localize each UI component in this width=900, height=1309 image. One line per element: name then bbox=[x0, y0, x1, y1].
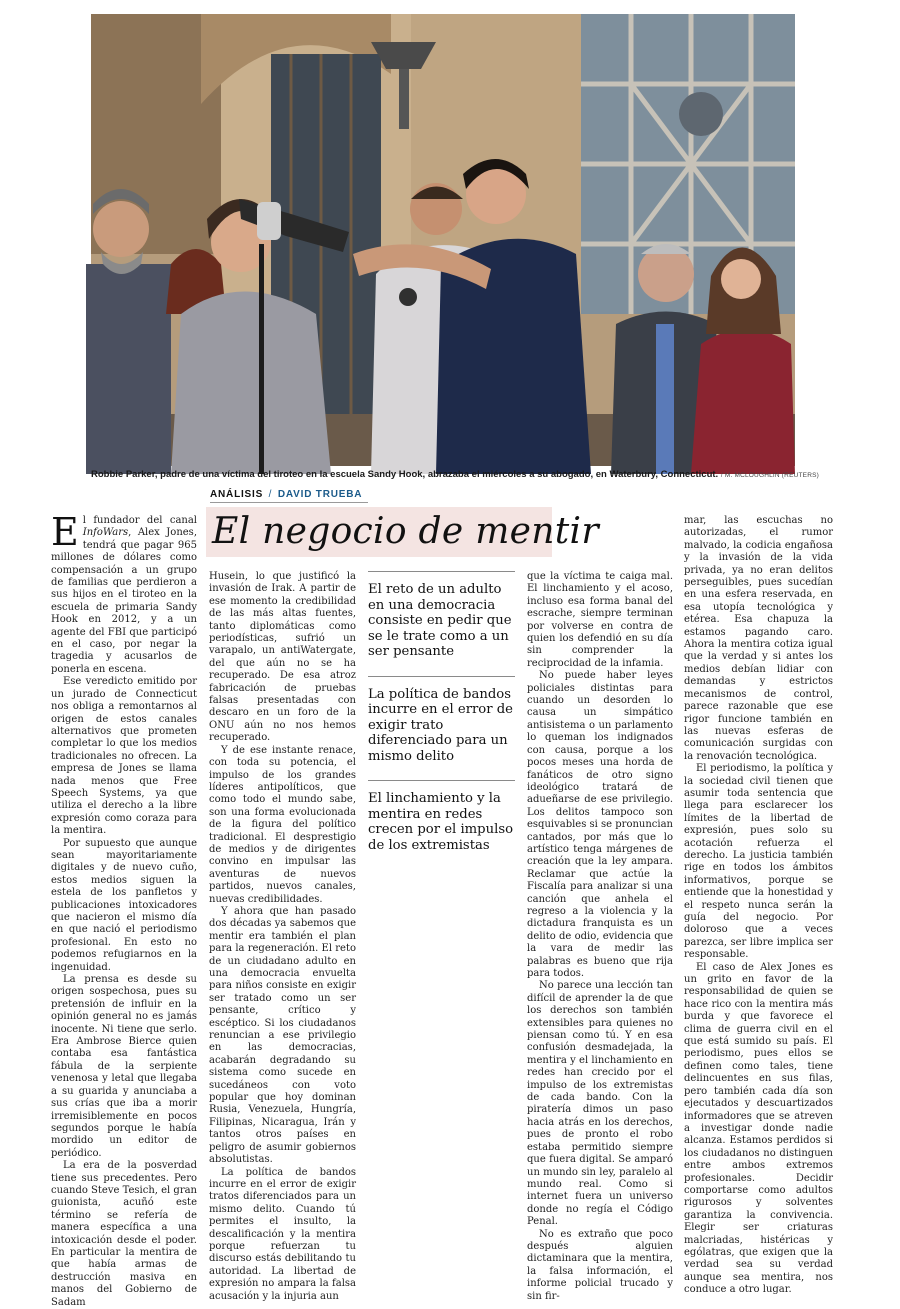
paragraph: El caso de Alex Jones es un grito en favor de la responsabilidad de quien se hace rico con la mentira más burda y que favorece el clima de guerra civil en el que está sumido su país. El periodismo, pues ellos se definen como tales, tiene delincuentes en sus filas, pero también cada día son ejecutados y descuartizados informadores que se atreven a investigar donde nadie alcanza. Estamos perdidos si los ciudadanos no distinguen entre ambos extremos profesionales. Decidir comportarse como adultos rigurosos y solventes garantiza la convivencia. Elegir ser criaturas malcriadas, histéricas y ególatras, que exigen que la verdad sea su verdad aunque sea mentira, nos conduce a otro lugar. bbox=[684, 961, 833, 1296]
photo-illustration bbox=[91, 14, 795, 466]
paragraph-text: l fundador del canal bbox=[82, 515, 197, 526]
paragraph: La prensa es desde su origen sospechosa, pues su pretensión de influir en la opinión general no es jamás inocente. Ni tiene que serlo. Era Ambrose Bierce quien contaba esa fantástica fábula de la serpiente venenosa y letal que llegaba a su guarida y anunciaba a sus crías que iba a morir irremisiblemente en pocos segundos porque le había mordido un editor de periódico. bbox=[51, 974, 197, 1159]
paragraph: Ese veredicto emitido por un jurado de Connecticut nos obliga a remontarnos al origen de estos canales alternativos que prometen completar lo que los medios tradicionales no ofrecen. La empresa de Jones se llama nada menos que Free Speech Systems, ya que utiliza el derecho a la libre expresión como coraza para la mentira. bbox=[51, 676, 197, 837]
paragraph: Husein, lo que justificó la invasión de Irak. A partir de ese momento la credibilidad de las más altas fuentes, tanto diplomáticas como periodísticas, sufrió un varapalo, un antiWatergate, del que aún no se ha recuperado. De esa atroz fabricación de pruebas falsas presentadas con descaro en un foro de la ONU aún no nos hemos recuperado. bbox=[209, 571, 356, 744]
pull-quote: La política de bandos incurre en el error de exigir trato diferenciado para un mismo delito bbox=[368, 676, 515, 765]
paragraph: No es extraño que poco después alguien dictaminara que la mentira, la falsa información, el informe policial trucado y sin fir- bbox=[527, 1228, 673, 1302]
paragraph: La era de la posverdad tiene sus precedentes. Pero cuando Steve Tesich, el gran guionista, acuñó este término se refería de manera específica a una intoxicación desde el poder. En particular la mentira de que había armas de destrucción masiva en manos del Gobierno de Sadam bbox=[51, 1160, 197, 1308]
paragraph: que la víctima te caiga mal. El linchamiento y el acoso, incluso esa forma banal del escrache, siempre terminan por volverse en contra de quien los defendió en su día sin comprender la reciprocidad de la infamia. bbox=[527, 571, 673, 669]
paragraph: Por supuesto que aunque sean mayoritariamente digitales y de nuevo cuño, estos medios siguen la estela de los panfletos y publicaciones intoxicadores que nacieron el mismo día en que nació el periodismo profesional. En esto no podemos refugiarnos en la ingenuidad. bbox=[51, 837, 197, 973]
article-column-2 bbox=[209, 571, 356, 1302]
pull-quote: El reto de un adulto en una democracia consiste en pedir que se le trate como a un ser pensante bbox=[368, 571, 515, 660]
paragraph: mar, las escuchas no autorizadas, el rumor malvado, la codicia engañosa y la invasión de la vida privada, ya no eran delitos perseguibles, pues sucedían en una esfera reservada, en esa utopía tecnológica y etérea. Esa chapuza la estamos pagando caro. Ahora la mentira cotiza igual que la verdad y si antes los medios debían lidiar con demandas y estrictos mecanismos de control, parece razonable que ese rigor funcione también en las nuevas esferas de comunicación surgidas con la renovación tecnológica. bbox=[684, 515, 833, 762]
paragraph bbox=[51, 510, 197, 676]
outlet-name: InfoWars bbox=[82, 527, 129, 539]
paragraph: No parece una lección tan difícil de aprender la de que los derechos son también extensibles para quienes no piensan como tú. Y en esa confusión desmadejada, la mentira y el linchamiento en redes han crecido por el impulso de los extremistas de cada bando. Con la piratería dimos un paso hacia atrás en los derechos, pues de pronto el robo estaba permitido siempre que fuera digital. Se amparó un mundo sin ley, paralelo al mundo real. Como si internet fuera un universo donde no regía el Código Penal. bbox=[527, 980, 673, 1228]
article-column-4 bbox=[527, 571, 673, 1302]
section-label: ANÁLISIS bbox=[210, 489, 264, 500]
photo-caption bbox=[91, 469, 819, 482]
author-byline: DAVID TRUEBA bbox=[277, 489, 363, 500]
kicker-separator: / bbox=[268, 489, 273, 500]
kicker bbox=[210, 489, 362, 503]
pull-quotes bbox=[368, 571, 515, 869]
paragraph: No puede haber leyes policiales distintas para cuando un desorden lo causa un simpático antisistema o un parlamento lo queman los indignados con causa, porque a los pocos meses una horda de fanáticos de otro signo ideológico tratará de adueñarse de ese privilegio. Los delitos tampoco son esquivables si se pronuncian cantados, por más que lo artístico tenga márgenes de creación que la ley ampara. Reclamar que actúe la Fiscalía para analizar si una canción que anhela el regreso a la violencia y la dictadura franquista es un delito de odio, evidencia que la vara de medir las palabras es bueno que rija para todos. bbox=[527, 670, 673, 979]
kicker-rule bbox=[210, 502, 368, 503]
pull-quote: El linchamiento y la mentira en redes crecen por el impulso de los extremistas bbox=[368, 780, 515, 853]
drop-cap: E bbox=[51, 510, 79, 554]
paragraph-text: , Alex Jones, tendrá que pagar 965 millones de dólares como compensación a un grupo de familias que perdieron a sus hijos en el tiroteo en la escuela de primaria Sandy Hook en 2012, y a un agente del FBI que participó en el caso, por negar la tragedia y acusarlos de ponerla en escena. bbox=[51, 527, 197, 675]
paragraph: La política de bandos incurre en el error de exigir tratos diferenciados para un mismo delito. Cuando tú permites el insulto, la descalificación y la mentira porque refuerzan tu discurso estás debilitando tu autoridad. La libertad de expresión no ampara la falsa acusación y la injuria aun bbox=[209, 1166, 356, 1302]
paragraph: Y de ese instante renace, con toda su potencia, el impulso de los grandes líderes antipolíticos, que como todo el mundo sabe, son una forma evolucionada de la figura del político tradicional. El desprestigio de medios y de dirigentes convino en impulsar las aventuras de nuevos partidos, nuevos canales, nuevas credibilidades. bbox=[209, 744, 356, 905]
headline: El negocio de mentir bbox=[206, 507, 552, 557]
paragraph: El periodismo, la política y la sociedad civil tienen que asumir toda sentencia que llega para esclarecer los límites de la libertad de expresión, pues solo su acotación refuerza el derecho. La justicia también rige en todos los ámbitos informativos, porque se entiende que la honestidad y el respeto nunca serán la guía del negocio. Por doloroso que a veces parezca, ser libre implica ser responsable. bbox=[684, 763, 833, 961]
photo-credit: / M. MCLOUGHLIN (REUTERS) bbox=[720, 472, 819, 479]
caption-text: Robbie Parker, padre de una víctima del tiroteo en la escuela Sandy Hook, abrazaba el miércoles a su abogado, en Waterbury, Connecticut. bbox=[91, 469, 719, 480]
article-column-5 bbox=[684, 515, 833, 1296]
article-column-1 bbox=[51, 510, 197, 1308]
paragraph: Y ahora que han pasado dos décadas ya sabemos que mentir era también el plan para la regeneración. El reto de un ciudadano adulto en una democracia envuelta para niños consiste en exigir ser tratado como un ser pensante, crítico y escéptico. Si los ciudadanos renuncian a ese privilegio en las democracias, acabarán degradando su sistema como sucede en sucedáneos con voto popular que hoy dominan Rusia, Venezuela, Hungría, Filipinas, Nicaragua, Irán y tantos otros países en peligro de asumir gobiernos absolutistas. bbox=[209, 905, 356, 1166]
news-photo bbox=[91, 14, 795, 466]
